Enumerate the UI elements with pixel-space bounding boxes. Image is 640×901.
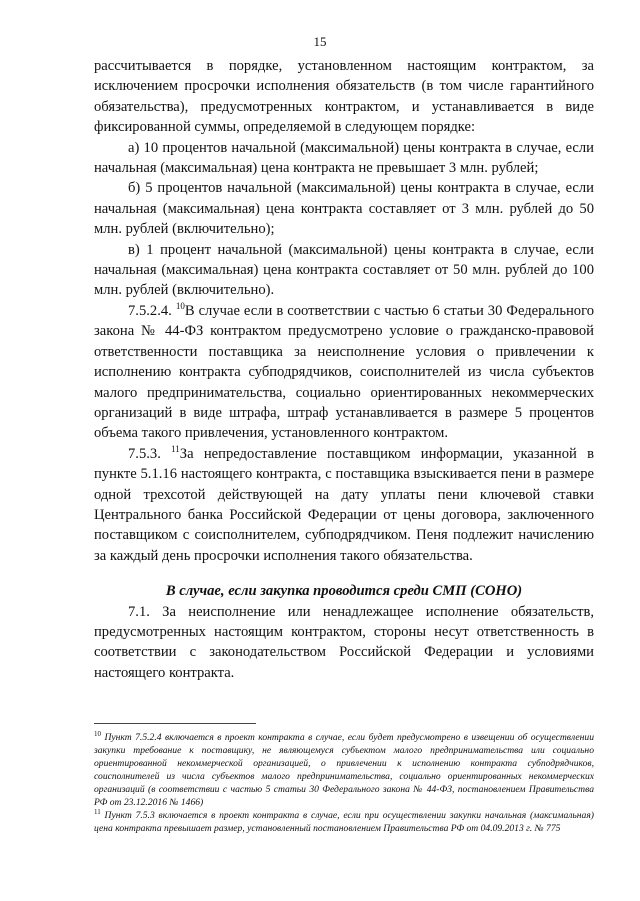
footnote-marker: 10 (94, 730, 101, 738)
clause-number: 7.5.2.4. (128, 302, 172, 319)
footnote-marker: 11 (94, 808, 101, 816)
document-body (94, 56, 594, 683)
footnote-11 (94, 809, 594, 835)
paragraph-item-v: в) 1 процент начальной (максимальной) цены контракта в случае, если начальная (максимальная) цена контракта составляет от 50 млн. рублей до 100 млн. рублей (включительно). (94, 241, 594, 299)
paragraph-continuation: рассчитывается в порядке, установленном настоящим контрактом, за исключением просрочки исполнения обязательств (в том числе гарантийного обязательства), предусмотренных контрактом, и устанавливается в виде фиксированной суммы, определяемой в следующем порядке: (94, 58, 594, 136)
clause-number: 7.5.3. (128, 445, 161, 462)
clause-text: В случае если в соответствии с частью 6 статьи 30 Федерального закона № 44-ФЗ контрактом предусмотрено условие о гражданско-правовой ответственности поставщика за неисполнение условия о привлечении к исполнению контракта субподрядчиков, соисполнителей из числа субъектов малого предпринимательства, социально ориентированных некоммерческих организаций в виде штрафа, штраф устанавливается в размере 5 процентов объема такого привлечения, установленного контрактом. (94, 302, 594, 442)
paragraph-item-a: а) 10 процентов начальной (максимальной) цены контракта в случае, если начальная (максимальная) цена контракта не превышает 3 млн. рублей; (94, 139, 594, 177)
footnotes (94, 731, 594, 835)
footnote-text: Пункт 7.5.3 включается в проект контракта в случае, если при осуществлении закупки начальная (максимальная) цена контракта превышает размер, установленный постановлением Правительства РФ от 04.09.2013 г. № 775 (94, 810, 595, 834)
footnote-separator (94, 723, 256, 724)
paragraph-item-b: б) 5 процентов начальной (максимальной) цены контракта в случае, если начальная (максимальная) цена контракта составляет от 3 млн. рублей до 50 млн. рублей (включительно); (94, 180, 594, 238)
footnote-text: Пункт 7.5.2.4 включается в проект контракта в случае, если будет предусмотрено в извещении об осуществлении закупки требование к поставщику, не являющемуся субъектом малого предпринимательства или социально ориентированной некоммерческой организацией, о привлечении к исполнению контракта субподрядчиков, соисполнителей из числа субъектов малого предпринимательства, социально ориентированных некоммерческих организаций (в соответствии с частью 5 статьи 30 Федерального закона № 44-ФЗ, постановлением Правительства РФ от 23.12.2016 № 1466) (94, 732, 594, 808)
footnote-ref-11[interactable]: 11 (171, 443, 180, 454)
section-heading: В случае, если закупка проводится среди СМП (СОНО) (165, 583, 523, 600)
footnote-ref-10[interactable]: 10 (175, 300, 185, 311)
clause-7-1: 7.1. За неисполнение или ненадлежащее исполнение обязательств, предусмотренных настоящим контрактом, стороны несут ответственность в соответствии с законодательством Российской Федерации и условиями настоящего контракта. (94, 603, 594, 681)
clause-7-5-3 (94, 444, 594, 566)
clause-text: За непредоставление поставщиком информации, указанной в пункте 5.1.16 настоящего контракта, с поставщика взыскивается пени в размере одной трехсотой действующей на дату уплаты пени ключевой ставки Центрального банка Российской Федерации от цены договора, заключенного поставщиком с соисполнителем, субподрядчиком. Пеня подлежит начислению за каждый день просрочки исполнения такого обязательства. (94, 445, 594, 564)
footnote-10 (94, 731, 594, 809)
page-number: 15 (313, 34, 327, 49)
clause-7-5-2-4 (94, 301, 594, 444)
